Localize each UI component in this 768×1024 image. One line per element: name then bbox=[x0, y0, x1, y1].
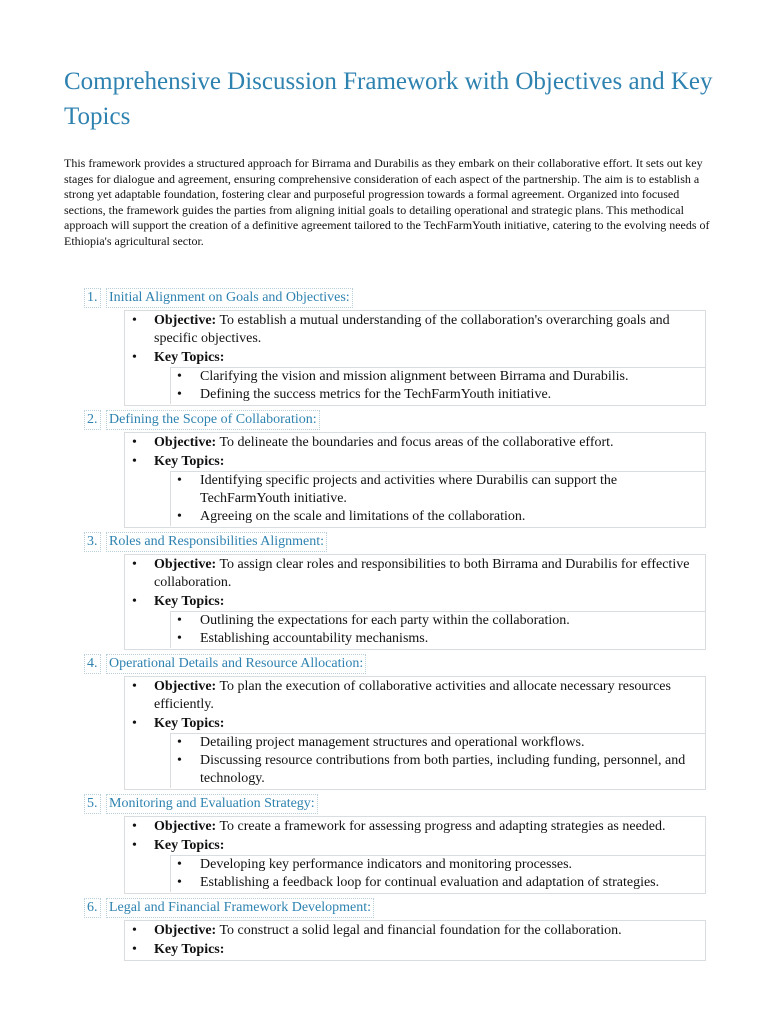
section-4 bbox=[0, 652, 768, 792]
key-topic-item bbox=[171, 630, 705, 648]
objective-label: Objective: bbox=[154, 435, 217, 450]
key-topic-text: Establishing accountability mechanisms. bbox=[200, 631, 429, 646]
key-topic-item bbox=[171, 368, 705, 386]
key-topic-text: Clarifying the vision and mission alignment between Birrama and Durabilis. bbox=[200, 369, 629, 384]
objective-label: Objective: bbox=[154, 923, 217, 938]
key-topics-label: Key Topics: bbox=[154, 716, 225, 731]
section-number: 2. bbox=[84, 410, 101, 430]
key-topics-block bbox=[124, 349, 706, 406]
bullet-icon: • bbox=[177, 509, 182, 524]
section-number: 6. bbox=[84, 898, 101, 918]
section-heading bbox=[0, 652, 768, 676]
key-topic-item bbox=[171, 856, 705, 874]
section-heading bbox=[0, 530, 768, 554]
objective-text: To establish a mutual understanding of the collaboration's overarching goals and specific objectives. bbox=[154, 313, 670, 346]
key-topic-text: Establishing a feedback loop for continual evaluation and adaptation of strategies. bbox=[200, 875, 660, 890]
bullet-icon: • bbox=[177, 857, 182, 872]
section-heading-text: Roles and Responsibilities Alignment: bbox=[106, 532, 327, 552]
bullet-icon: • bbox=[132, 923, 137, 938]
objective-block bbox=[124, 920, 706, 941]
section-heading-text: Initial Alignment on Goals and Objectives: bbox=[106, 288, 353, 308]
objective-line bbox=[125, 818, 705, 836]
key-topics-list bbox=[170, 733, 705, 788]
section-heading-text: Legal and Financial Framework Development: bbox=[106, 898, 374, 918]
bullet-icon: • bbox=[132, 557, 137, 572]
page-title: Comprehensive Discussion Framework with Objectives and Key Topics bbox=[64, 68, 713, 130]
bullet-icon: • bbox=[132, 942, 137, 957]
key-topics-block bbox=[124, 715, 706, 790]
key-topic-text: Outlining the expectations for each party within the collaboration. bbox=[200, 613, 570, 628]
objective-text: To plan the execution of collaborative activities and allocate necessary resources efficiently. bbox=[154, 679, 671, 712]
bullet-icon: • bbox=[132, 819, 137, 834]
objective-line bbox=[125, 922, 705, 940]
key-topic-item bbox=[171, 612, 705, 630]
objective-line bbox=[125, 678, 705, 714]
section-3 bbox=[0, 530, 768, 652]
key-topic-item bbox=[171, 734, 705, 752]
key-topics-block bbox=[124, 453, 706, 528]
key-topics-label: Key Topics: bbox=[154, 594, 225, 609]
section-heading bbox=[0, 896, 768, 920]
section-heading bbox=[0, 408, 768, 432]
section-number: 3. bbox=[84, 532, 101, 552]
section-number: 1. bbox=[84, 288, 101, 308]
objective-text: To delineate the boundaries and focus areas of the collaborative effort. bbox=[219, 435, 614, 450]
objective-line bbox=[125, 434, 705, 452]
key-topics-line bbox=[125, 715, 705, 733]
key-topics-block bbox=[124, 593, 706, 650]
bullet-icon: • bbox=[177, 473, 182, 488]
key-topics-label: Key Topics: bbox=[154, 942, 225, 957]
key-topics-list bbox=[170, 367, 705, 404]
bullet-icon: • bbox=[177, 735, 182, 750]
key-topic-item bbox=[171, 508, 705, 526]
key-topics-list bbox=[170, 471, 705, 526]
section-number: 4. bbox=[84, 654, 101, 674]
bullet-icon: • bbox=[132, 716, 137, 731]
key-topics-line bbox=[125, 837, 705, 855]
bullet-icon: • bbox=[177, 613, 182, 628]
objective-label: Objective: bbox=[154, 313, 217, 328]
key-topic-text: Discussing resource contributions from both parties, including funding, personnel, and technology. bbox=[200, 753, 686, 786]
key-topics-label: Key Topics: bbox=[154, 350, 225, 365]
key-topic-item bbox=[171, 874, 705, 892]
key-topic-item bbox=[171, 386, 705, 404]
objective-line bbox=[125, 312, 705, 348]
key-topics-block bbox=[124, 941, 706, 961]
objective-block bbox=[124, 816, 706, 837]
key-topic-text: Detailing project management structures and operational workflows. bbox=[200, 735, 585, 750]
key-topics-label: Key Topics: bbox=[154, 454, 225, 469]
section-heading-text: Monitoring and Evaluation Strategy: bbox=[106, 794, 318, 814]
section-heading bbox=[0, 286, 768, 310]
sections-list bbox=[0, 286, 768, 963]
bullet-icon: • bbox=[177, 387, 182, 402]
key-topics-line bbox=[125, 941, 705, 959]
key-topic-item bbox=[171, 752, 705, 788]
key-topic-text: Developing key performance indicators and monitoring processes. bbox=[200, 857, 573, 872]
objective-text: To assign clear roles and responsibilities to both Birrama and Durabilis for effective collaboration. bbox=[154, 557, 690, 590]
key-topic-text: Identifying specific projects and activities where Durabilis can support the TechFarmYouth initiative. bbox=[200, 473, 618, 506]
key-topic-text: Defining the success metrics for the TechFarmYouth initiative. bbox=[200, 387, 552, 402]
section-number: 5. bbox=[84, 794, 101, 814]
objective-label: Objective: bbox=[154, 679, 217, 694]
bullet-icon: • bbox=[132, 313, 137, 328]
bullet-icon: • bbox=[132, 838, 137, 853]
objective-block bbox=[124, 432, 706, 453]
section-5 bbox=[0, 792, 768, 896]
key-topics-line bbox=[125, 453, 705, 471]
bullet-icon: • bbox=[132, 435, 137, 450]
section-heading-text: Operational Details and Resource Allocation: bbox=[106, 654, 366, 674]
section-1 bbox=[0, 286, 768, 408]
key-topics-line bbox=[125, 349, 705, 367]
section-2 bbox=[0, 408, 768, 530]
objective-block bbox=[124, 310, 706, 349]
objective-text: To create a framework for assessing progress and adapting strategies as needed. bbox=[219, 819, 666, 834]
bullet-icon: • bbox=[132, 454, 137, 469]
bullet-icon: • bbox=[132, 679, 137, 694]
section-heading-text: Defining the Scope of Collaboration: bbox=[106, 410, 320, 430]
bullet-icon: • bbox=[132, 594, 137, 609]
key-topics-block bbox=[124, 837, 706, 894]
bullet-icon: • bbox=[177, 875, 182, 890]
section-heading bbox=[0, 792, 768, 816]
objective-block bbox=[124, 676, 706, 715]
bullet-icon: • bbox=[177, 369, 182, 384]
objective-text: To construct a solid legal and financial foundation for the collaboration. bbox=[219, 923, 622, 938]
key-topics-list bbox=[170, 855, 705, 892]
section-6 bbox=[0, 896, 768, 963]
bullet-icon: • bbox=[132, 350, 137, 365]
objective-block bbox=[124, 554, 706, 593]
objective-label: Objective: bbox=[154, 557, 217, 572]
key-topic-item bbox=[171, 472, 705, 508]
bullet-icon: • bbox=[177, 753, 182, 768]
objective-label: Objective: bbox=[154, 819, 217, 834]
key-topics-line bbox=[125, 593, 705, 611]
objective-line bbox=[125, 556, 705, 592]
key-topic-text: Agreeing on the scale and limitations of the collaboration. bbox=[200, 509, 526, 524]
key-topics-list bbox=[170, 611, 705, 648]
bullet-icon: • bbox=[177, 631, 182, 646]
intro-paragraph: This framework provides a structured approach for Birrama and Durabilis as they embark on their collaborative effort. It sets out key stages for dialogue and agreement, ensuring comprehensive consideration of each aspect of the partnership. The aim is to establish a strong yet adaptable foundation, fostering clear and purposeful progression towards a formal agreement. Organized into focused sections, the framework guides the parties from aligning initial goals to detailing operational and strategic plans. This methodical approach will support the creation of a definitive agreement tailored to the TechFarmYouth initiative, catering to the evolving needs of Ethiopia's agricultural sector. bbox=[64, 156, 710, 248]
key-topics-label: Key Topics: bbox=[154, 838, 225, 853]
